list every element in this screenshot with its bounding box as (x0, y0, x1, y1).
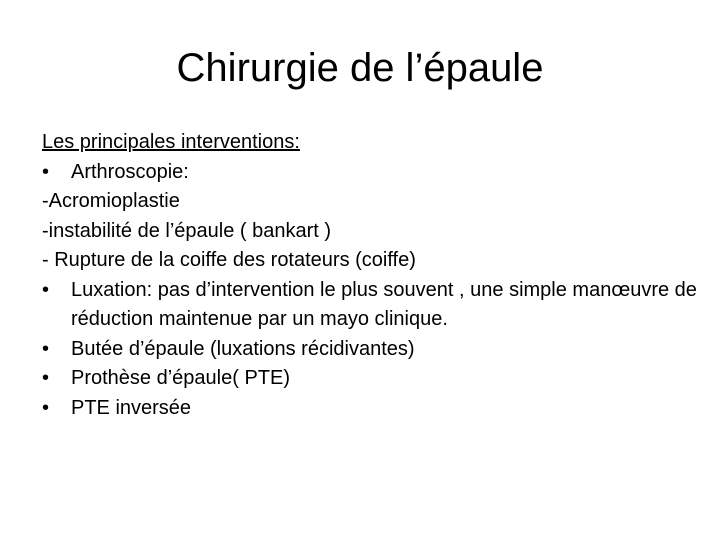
slide-title: Chirurgie de l’épaule (176, 46, 544, 90)
list-item-instabilite: -instabilité de l’épaule ( bankart ) (42, 219, 332, 242)
list-item-acromioplastie: -Acromioplastie (42, 190, 180, 212)
bullet-icon: • (42, 160, 50, 183)
list-item-arthroscopie (42, 158, 702, 188)
list-item-text: Butée d’épaule (luxations récidivantes) (71, 337, 415, 360)
slide-body (42, 128, 702, 423)
bullet-icon: • (42, 367, 50, 389)
list-item-text: Luxation: pas d’intervention le plus souvent , une simple manœuvre de réduction maintenue par un mayo clinique. (71, 278, 697, 330)
section-heading: Les principales interventions: (42, 131, 300, 153)
list-item-text: Arthroscopie: (71, 160, 189, 183)
bullet-icon: • (42, 337, 50, 360)
list-item-luxation (42, 276, 702, 335)
list-item-text: PTE inversée (71, 396, 192, 419)
list-item-prothese (42, 364, 702, 394)
list-item-text: Prothèse d’épaule( PTE) (71, 367, 291, 389)
list-item-butee (42, 335, 702, 365)
list-item-rupture-coiffe: - Rupture de la coiffe des rotateurs (coiffe) (42, 249, 416, 271)
bullet-icon: • (42, 278, 50, 301)
list-item-pte-inversee (42, 394, 702, 424)
bullet-icon: • (42, 396, 50, 419)
